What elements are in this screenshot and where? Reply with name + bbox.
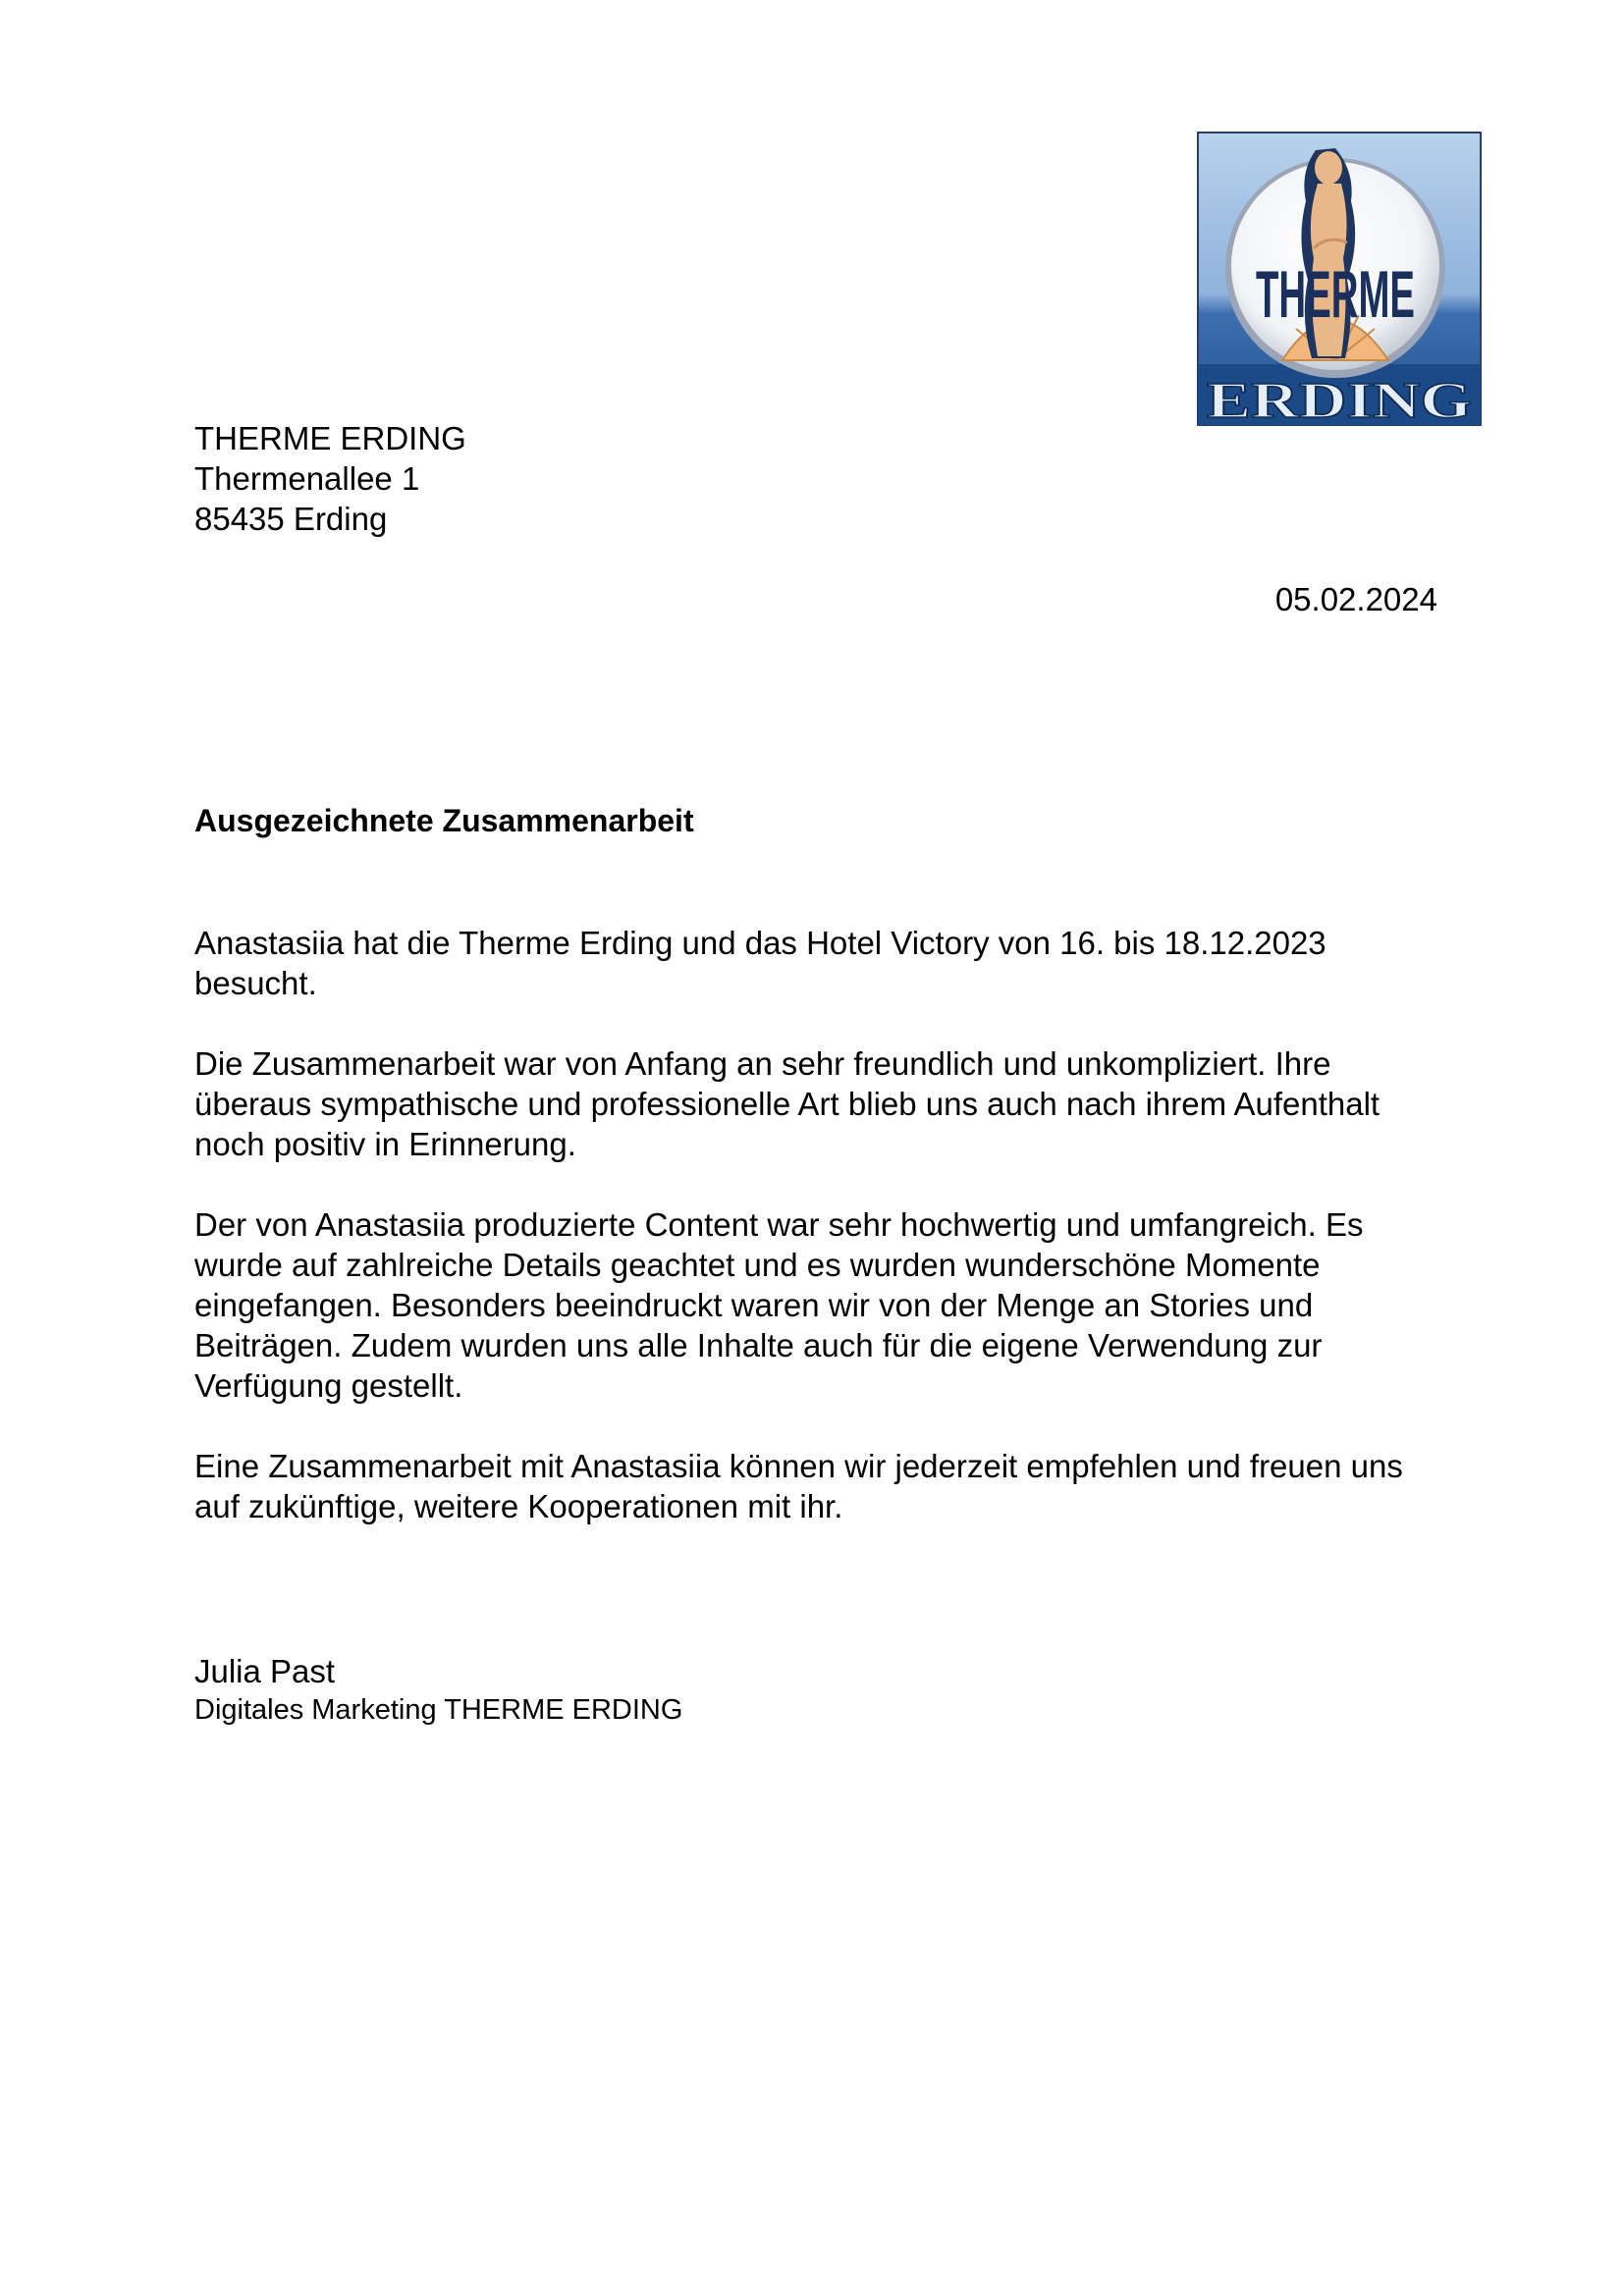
letter-subject: Ausgezeichnete Zusammenarbeit [194, 803, 694, 838]
body-paragraph: Der von Anastasiia produzierte Content war sehr hochwertig und umfangreich. Es wurde auf zahlreiche Details geachtet und es wurden wunderschöne Momente eingefangen. Besonders beeindruckt waren wir von der Menge an Stories und Beiträgen. Zudem wurden uns alle Inhalte auch für die eigene Verwendung zur Verfügung gestellt. [194, 1206, 1364, 1404]
sender-address [194, 418, 466, 539]
signature-role: Digitales Marketing THERME ERDING [194, 1694, 683, 1726]
letter-body [194, 923, 1441, 1567]
body-paragraph: Eine Zusammenarbeit mit Anastasiia können wir jederzeit empfehlen und freuen uns auf zukünftige, weitere Kooperationen mit ihr. [194, 1448, 1403, 1524]
sender-name: THERME ERDING [194, 420, 466, 456]
letter-date: 05.02.2024 [1274, 581, 1437, 617]
logo-therme-text: THERME [1256, 257, 1415, 332]
body-paragraph: Anastasiia hat die Therme Erding und das Hotel Victory von 16. bis 18.12.2023 besucht. [194, 925, 1326, 1001]
therme-erding-logo [1198, 133, 1481, 429]
signature-name: Julia Past [194, 1653, 336, 1689]
sender-street: Thermenallee 1 [194, 460, 420, 497]
sender-city: 85435 Erding [194, 501, 388, 537]
signature-block [194, 1651, 682, 1729]
body-paragraph: Die Zusammenarbeit war von Anfang an sehr freundlich und unkompliziert. Ihre überaus sympathische und professionelle Art blieb uns auch nach ihrem Aufenthalt noch positiv in Erinnerung. [194, 1045, 1380, 1162]
logo-erding-text: ERDING [1207, 373, 1472, 429]
